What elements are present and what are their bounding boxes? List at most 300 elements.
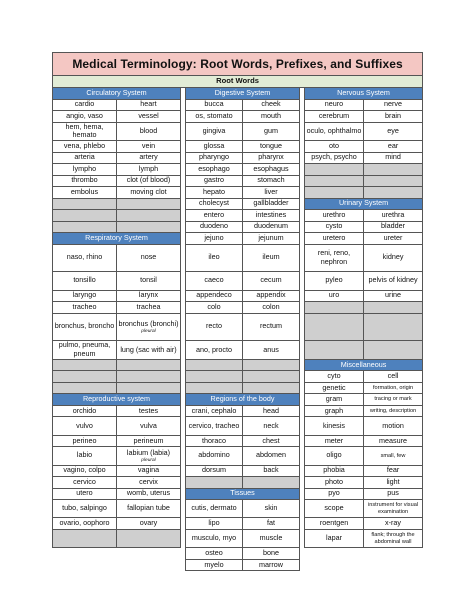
meaning-text: moving clot [130, 186, 167, 196]
empty-cell [364, 164, 423, 176]
meaning-text: small, few [380, 452, 406, 459]
meaning-text: tongue [260, 140, 282, 150]
reproductive-root: tubo, salpingo [53, 500, 117, 518]
digestive-root: duodeno [186, 221, 243, 233]
table-row [53, 435, 423, 447]
meaning-text: blood [139, 125, 158, 135]
digestive-meaning [243, 233, 300, 245]
circulatory-root: embolus [53, 187, 117, 199]
digestive-root: recto [186, 313, 243, 341]
meaning-text: bronchus (bronchi) [118, 318, 179, 328]
reproductive-meaning [117, 447, 181, 465]
nervous-root: oculo, ophthalmo [305, 122, 364, 141]
table-row [53, 405, 423, 417]
respiratory-meaning [117, 272, 181, 290]
digestive-meaning [243, 272, 300, 290]
reproductive-root: perineo [53, 435, 117, 447]
tissues-root: lipo [186, 518, 243, 530]
urinary-root: pyleo [305, 272, 364, 290]
regions-root: dorsum [186, 465, 243, 477]
meaning-text: pharynx [258, 152, 284, 162]
digestive-meaning [243, 99, 300, 111]
urinary-meaning [364, 290, 423, 302]
circulatory-meaning [117, 152, 181, 164]
misc-meaning [364, 477, 423, 489]
meaning-text: urethra [381, 209, 405, 219]
table-row [53, 477, 423, 489]
empty-cell [305, 175, 364, 187]
misc-meaning [364, 417, 423, 435]
meaning-text: motion [382, 420, 404, 430]
meaning-text: writing, description [369, 407, 417, 414]
empty-cell [305, 164, 364, 176]
tissues-meaning [243, 529, 300, 547]
empty-cell [186, 359, 243, 371]
empty-cell [117, 221, 181, 233]
meaning-text: pelvis of kidney [368, 275, 418, 285]
table-row [53, 417, 423, 435]
nervous-root: psych, psycho [305, 152, 364, 164]
meaning-text: vessel [138, 110, 159, 120]
empty-cell [305, 302, 364, 314]
meaning-text: neck [263, 420, 279, 430]
empty-cell [364, 341, 423, 360]
meaning-text: anus [263, 344, 279, 354]
meaning-text: vein [141, 140, 156, 150]
meaning-text: mouth [261, 110, 281, 120]
urinary-root: uretero [305, 233, 364, 245]
digestive-root: jejuno [186, 233, 243, 245]
meaning-text: brain [385, 110, 402, 120]
circulatory-meaning [117, 99, 181, 111]
meaning-text: measure [379, 435, 408, 445]
meaning-text: pus [387, 488, 399, 498]
misc-root: scope [305, 500, 364, 518]
meaning-text: gum [264, 125, 278, 135]
table-row [53, 488, 423, 500]
meaning-text: nose [140, 252, 157, 262]
empty-cell [243, 359, 300, 371]
meaning-text: ear [387, 140, 399, 150]
blank-cell [305, 559, 364, 571]
reproductive-meaning [117, 435, 181, 447]
meaning-text: back [263, 465, 279, 475]
digestive-meaning [243, 175, 300, 187]
blank-cell [53, 559, 117, 571]
meaning-text: cecum [260, 275, 282, 285]
digestive-meaning [243, 111, 300, 123]
meaning-text: lung (sac with air) [120, 344, 177, 354]
tissues-meaning [243, 500, 300, 518]
circulatory-header: Circulatory System [53, 88, 181, 100]
empty-cell [305, 313, 364, 341]
meaning-text: rectum [260, 321, 282, 331]
misc-meaning [364, 405, 423, 417]
digestive-meaning [243, 244, 300, 272]
empty-cell [53, 529, 117, 547]
meaning-text: intestines [255, 209, 287, 219]
meaning-text: larynx [138, 290, 159, 300]
misc-root: gram [305, 394, 364, 406]
blank-cell [53, 548, 117, 560]
table-row [53, 88, 423, 100]
reproductive-root: vulvo [53, 417, 117, 435]
regions-meaning [243, 405, 300, 417]
tissues-root: myelo [186, 559, 243, 571]
meaning-text: perineum [133, 435, 164, 445]
regions-root: crani, cephalo [186, 405, 243, 417]
empty-cell [364, 187, 423, 199]
misc-meaning [364, 465, 423, 477]
meaning-text: head [263, 405, 279, 415]
regions-root: abdomino [186, 447, 243, 465]
urinary-root: uro [305, 290, 364, 302]
respiratory-meaning [117, 313, 181, 341]
empty-cell [117, 210, 181, 222]
meaning-text: fear [386, 465, 400, 475]
meaning-text: tonsil [140, 275, 157, 285]
meaning-text: fat [267, 518, 275, 528]
nervous-header: Nervous System [305, 88, 423, 100]
table-row [53, 198, 423, 210]
misc-root: pyo [305, 488, 364, 500]
meaning-text: lymph [138, 163, 159, 173]
tissues-root: cutis, dermato [186, 500, 243, 518]
table-row [53, 559, 423, 571]
table-row [53, 233, 423, 245]
respiratory-meaning [117, 302, 181, 314]
table-row [53, 447, 423, 465]
meaning-text: cell [387, 371, 399, 381]
digestive-meaning [243, 302, 300, 314]
meaning-text: jejunum [258, 232, 284, 242]
regions-root: thoraco [186, 435, 243, 447]
urinary-meaning [364, 233, 423, 245]
meaning-text: marrow [259, 559, 283, 569]
empty-cell [53, 359, 117, 371]
tissues-meaning [243, 559, 300, 571]
empty-cell [364, 313, 423, 341]
circulatory-meaning [117, 122, 181, 141]
digestive-root: ano, procto [186, 341, 243, 360]
digestive-root: entero [186, 210, 243, 222]
section-subtitle: Root Words [53, 76, 423, 88]
meaning-text: formation, origin [372, 384, 414, 391]
respiratory-root: naso, rhino [53, 244, 117, 272]
regions-meaning [243, 465, 300, 477]
blank-cell [305, 548, 364, 560]
meaning-text: fallopian tube [127, 503, 170, 513]
misc-root: meter [305, 435, 364, 447]
table-row [53, 548, 423, 560]
misc-root: genetic [305, 382, 364, 394]
urinary-header: Urinary System [305, 198, 423, 210]
table-row [53, 359, 423, 371]
digestive-root: cholecyst [186, 198, 243, 210]
empty-cell [117, 382, 181, 394]
digestive-meaning [243, 164, 300, 176]
misc-root: graph [305, 405, 364, 417]
meaning-text: esophagus [253, 163, 289, 173]
respiratory-root: pulmo, pneuma, pneum [53, 341, 117, 360]
misc-header: Miscellaneous [305, 359, 423, 371]
circulatory-root: arteria [53, 152, 117, 164]
meaning-text: stomach [257, 175, 285, 185]
empty-cell [53, 371, 117, 383]
reproductive-root: orchido [53, 405, 117, 417]
empty-cell [364, 302, 423, 314]
empty-cell [117, 359, 181, 371]
digestive-root: caeco [186, 272, 243, 290]
reproductive-meaning [117, 465, 181, 477]
empty-cell [117, 371, 181, 383]
table-row [53, 518, 423, 530]
table-row [53, 302, 423, 314]
meaning-text: mind [385, 152, 401, 162]
table-row [53, 290, 423, 302]
urinary-root: urethro [305, 210, 364, 222]
digestive-meaning [243, 221, 300, 233]
urinary-root: reni, reno, nephron [305, 244, 364, 272]
nervous-meaning [364, 99, 423, 111]
circulatory-root: angio, vaso [53, 111, 117, 123]
digestive-root: hepato [186, 187, 243, 199]
misc-root: roentgen [305, 518, 364, 530]
urinary-meaning [364, 244, 423, 272]
blank-cell [117, 559, 181, 571]
empty-cell [53, 210, 117, 222]
reproductive-meaning [117, 405, 181, 417]
meaning-text: x-ray [385, 518, 402, 528]
digestive-root: pharyngo [186, 152, 243, 164]
table-row [53, 99, 423, 111]
empty-cell [364, 175, 423, 187]
meaning-text: bladder [381, 221, 406, 231]
tissues-meaning [243, 548, 300, 560]
meaning-text: instrument for visual examination [368, 502, 419, 515]
table-row [53, 175, 423, 187]
empty-cell [186, 371, 243, 383]
empty-cell [243, 477, 300, 489]
digestive-root: colo [186, 302, 243, 314]
misc-meaning [364, 529, 423, 547]
terminology-table [52, 52, 423, 571]
meaning-text: labium (labia) [126, 447, 171, 457]
meaning-text: nerve [384, 99, 403, 109]
digestive-root: gastro [186, 175, 243, 187]
circulatory-meaning [117, 111, 181, 123]
meaning-text: vulva [140, 420, 157, 430]
tissues-header: Tissues [186, 488, 300, 500]
respiratory-root: tonsillo [53, 272, 117, 290]
meaning-text: heart [140, 99, 157, 109]
circulatory-meaning [117, 164, 181, 176]
reproductive-meaning [117, 500, 181, 518]
meaning-text: bone [263, 548, 279, 558]
meaning-text: testes [138, 405, 159, 415]
digestive-root: gingiva [186, 122, 243, 141]
meaning-text: vagina [137, 465, 160, 475]
table-row [53, 141, 423, 153]
digestive-root: glossa [186, 141, 243, 153]
digestive-meaning [243, 210, 300, 222]
digestive-root: ileo [186, 244, 243, 272]
respiratory-header: Respiratory System [53, 233, 181, 245]
nervous-meaning [364, 152, 423, 164]
misc-meaning [364, 394, 423, 406]
urinary-meaning [364, 210, 423, 222]
table-row [53, 382, 423, 394]
digestive-root: appendeco [186, 290, 243, 302]
meaning-text: clot (of blood) [126, 175, 171, 185]
misc-root: oligo [305, 447, 364, 465]
tissues-root: osteo [186, 548, 243, 560]
meaning-text: ovary [139, 518, 158, 528]
regions-meaning [243, 447, 300, 465]
table-row [53, 221, 423, 233]
empty-cell [243, 382, 300, 394]
empty-cell [305, 341, 364, 360]
meaning-text: cervix [139, 476, 158, 486]
respiratory-meaning [117, 244, 181, 272]
misc-meaning [364, 371, 423, 383]
digestive-meaning [243, 341, 300, 360]
meaning-text: womb, uterus [126, 488, 171, 498]
meaning-text: trachea [136, 301, 161, 311]
meaning-text: chest [262, 435, 280, 445]
reproductive-root: utero [53, 488, 117, 500]
table-row [53, 371, 423, 383]
respiratory-root: bronchus, broncho [53, 313, 117, 341]
regions-meaning [243, 435, 300, 447]
empty-cell [243, 371, 300, 383]
misc-root: phobia [305, 465, 364, 477]
urinary-meaning [364, 272, 423, 290]
meaning-text: gallbladder [253, 198, 289, 208]
digestive-meaning [243, 152, 300, 164]
nervous-root: oto [305, 141, 364, 153]
plural-note: pleural [141, 457, 156, 463]
urinary-root: cysto [305, 221, 364, 233]
circulatory-root: vena, phlebo [53, 141, 117, 153]
reproductive-header: Reproductive system [53, 394, 181, 406]
nervous-meaning [364, 122, 423, 141]
misc-meaning [364, 435, 423, 447]
table-row [53, 465, 423, 477]
reproductive-root: ovario, oophoro [53, 518, 117, 530]
empty-cell [186, 477, 243, 489]
meaning-text: muscle [259, 533, 283, 543]
reproductive-root: labio [53, 447, 117, 465]
empty-cell [117, 198, 181, 210]
blank-cell [364, 559, 423, 571]
table-row [53, 500, 423, 518]
circulatory-meaning [117, 187, 181, 199]
table-row [53, 187, 423, 199]
meaning-text: artery [139, 152, 158, 162]
meaning-text: urine [385, 290, 402, 300]
regions-meaning [243, 417, 300, 435]
nervous-root: neuro [305, 99, 364, 111]
empty-cell [53, 382, 117, 394]
regions-root: cervico, tracheo [186, 417, 243, 435]
reproductive-meaning [117, 417, 181, 435]
empty-cell [53, 198, 117, 210]
meaning-text: duodenum [254, 221, 288, 231]
plural-note: pleural [141, 328, 156, 334]
table-row [53, 272, 423, 290]
circulatory-root: hem, hema, hemato [53, 122, 117, 141]
nervous-root: cerebrum [305, 111, 364, 123]
tissues-meaning [243, 518, 300, 530]
terminology-sheet [52, 52, 422, 571]
table-row [53, 152, 423, 164]
meaning-text: eye [387, 125, 399, 135]
reproductive-root: vagino, colpo [53, 465, 117, 477]
empty-cell [117, 529, 181, 547]
misc-root: kinesis [305, 417, 364, 435]
tissues-root: musculo, myo [186, 529, 243, 547]
respiratory-root: tracheo [53, 302, 117, 314]
circulatory-meaning [117, 175, 181, 187]
table-row [53, 313, 423, 341]
meaning-text: kidney [382, 252, 404, 262]
digestive-root: esophago [186, 164, 243, 176]
meaning-text: ureter [383, 232, 403, 242]
misc-meaning [364, 382, 423, 394]
misc-meaning [364, 500, 423, 518]
misc-root: lapar [305, 529, 364, 547]
blank-cell [117, 548, 181, 560]
digestive-meaning [243, 141, 300, 153]
empty-cell [305, 187, 364, 199]
digestive-meaning [243, 122, 300, 141]
circulatory-root: cardio [53, 99, 117, 111]
reproductive-meaning [117, 477, 181, 489]
circulatory-root: lympho [53, 164, 117, 176]
table-row [53, 529, 423, 547]
circulatory-root: thrombo [53, 175, 117, 187]
digestive-header: Digestive System [186, 88, 300, 100]
table-row [53, 111, 423, 123]
misc-meaning [364, 447, 423, 465]
digestive-meaning [243, 313, 300, 341]
urinary-meaning [364, 221, 423, 233]
meaning-text: appendix [256, 290, 286, 300]
nervous-meaning [364, 111, 423, 123]
meaning-text: skin [264, 503, 278, 513]
table-row [53, 341, 423, 360]
respiratory-meaning [117, 341, 181, 360]
empty-cell [53, 221, 117, 233]
digestive-meaning [243, 187, 300, 199]
regions-header: Regions of the body [186, 394, 300, 406]
misc-root: cyto [305, 371, 364, 383]
meaning-text: cheek [261, 99, 281, 109]
meaning-text: abdomen [256, 450, 286, 460]
meaning-text: ileum [262, 252, 280, 262]
table-row [53, 122, 423, 141]
misc-root: photo [305, 477, 364, 489]
page-title: Medical Terminology: Root Words, Prefixes, and Suffixes [53, 53, 423, 76]
meaning-text: colon [262, 301, 280, 311]
respiratory-root: laryngo [53, 290, 117, 302]
meaning-text: liver [264, 186, 278, 196]
circulatory-meaning [117, 141, 181, 153]
reproductive-meaning [117, 518, 181, 530]
misc-meaning [364, 518, 423, 530]
reproductive-meaning [117, 488, 181, 500]
